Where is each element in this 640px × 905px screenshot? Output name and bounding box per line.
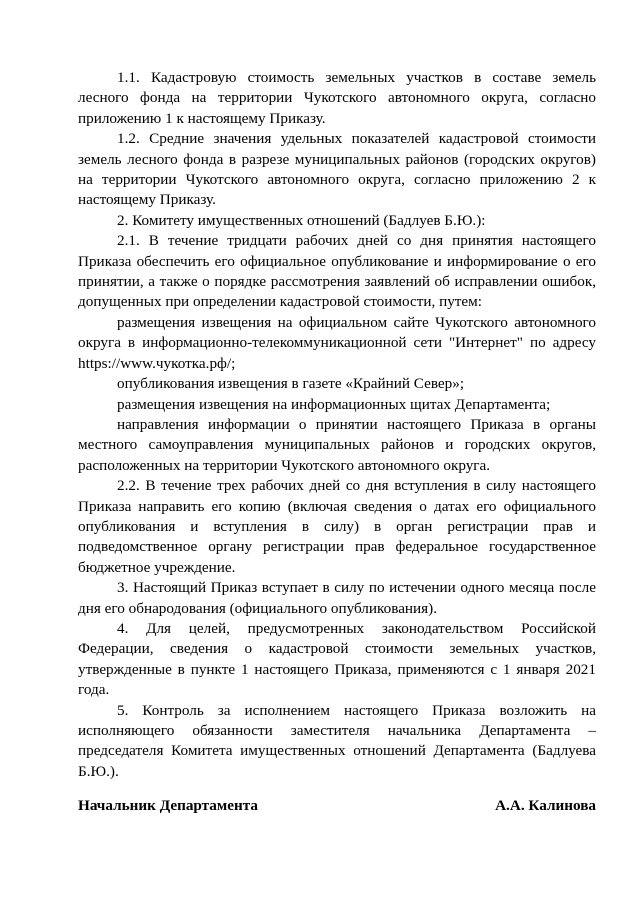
signature-name: А.А. Калинова	[495, 797, 596, 814]
paragraph-2-1: 2.1. В течение тридцати рабочих дней со дня принятия настоящего Приказа обеспечить его официальное опубликование и информирование о его принятии, а также о порядке рассмотрения заявлений об исправлении ошибок, допущенных при определении кадастровой стоимости, путем:	[78, 232, 596, 311]
signature-block	[78, 796, 596, 816]
paragraph-website: размещения извещения на официальном сайте Чукотского автономного округа в информационно-телекоммуникационной сети "Интернет" по адресу https://www.чукотка.рф/;	[78, 313, 596, 372]
paragraph-5: 5. Контроль за исполнением настоящего Приказа возложить на исполняющего обязанности заместителя начальника Департамента – председателя Комитета имущественных отношений Департамента (Бадлуева Б.Ю.).	[78, 701, 596, 780]
paragraph-newspaper: опубликования извещения в газете «Крайний Север»;	[117, 375, 465, 393]
paragraph-2: 2. Комитету имущественных отношений (Бадлуев Б.Ю.):	[117, 211, 486, 229]
document-body	[78, 68, 596, 782]
paragraph-boards: размещения извещения на информационных щитах Департамента;	[117, 395, 551, 413]
paragraph-2-2: 2.2. В течение трех рабочих дней со дня вступления в силу настоящего Приказа направить его копию (включая сведения о датах его официального опубликования и вступления в силу) в орган регистрации прав и подведомственное органу регистрации прав федеральное государственное бюджетное учреждение.	[78, 477, 596, 576]
paragraph-local-authorities: направления информации о принятии настоящего Приказа в органы местного самоуправления муниципальных районов и городских округов, расположенных на территории Чукотского автономного округа.	[78, 415, 596, 474]
paragraph-3: 3. Настоящий Приказ вступает в силу по истечении одного месяца после дня его обнародования (официального опубликования).	[78, 579, 596, 617]
signature-position: Начальник Департамента	[78, 797, 258, 814]
paragraph-1-2: 1.2. Средние значения удельных показателей кадастровой стоимости земель лесного фонда в разрезе муниципальных районов (городских округов) на территории Чукотского автономного округа, согласно приложению 2 к настоящему Приказу.	[78, 130, 596, 209]
paragraph-4: 4. Для целей, предусмотренных законодательством Российской Федерации, сведения о кадастровой стоимости земельных участков, утвержденные в пункте 1 настоящего Приказа, применяются с 1 января 2021 года.	[78, 619, 596, 699]
paragraph-1-1: 1.1. Кадастровую стоимость земельных участков в составе земель лесного фонда на территории Чукотского автономного округа, согласно приложению 1 к настоящему Приказу.	[78, 69, 596, 127]
